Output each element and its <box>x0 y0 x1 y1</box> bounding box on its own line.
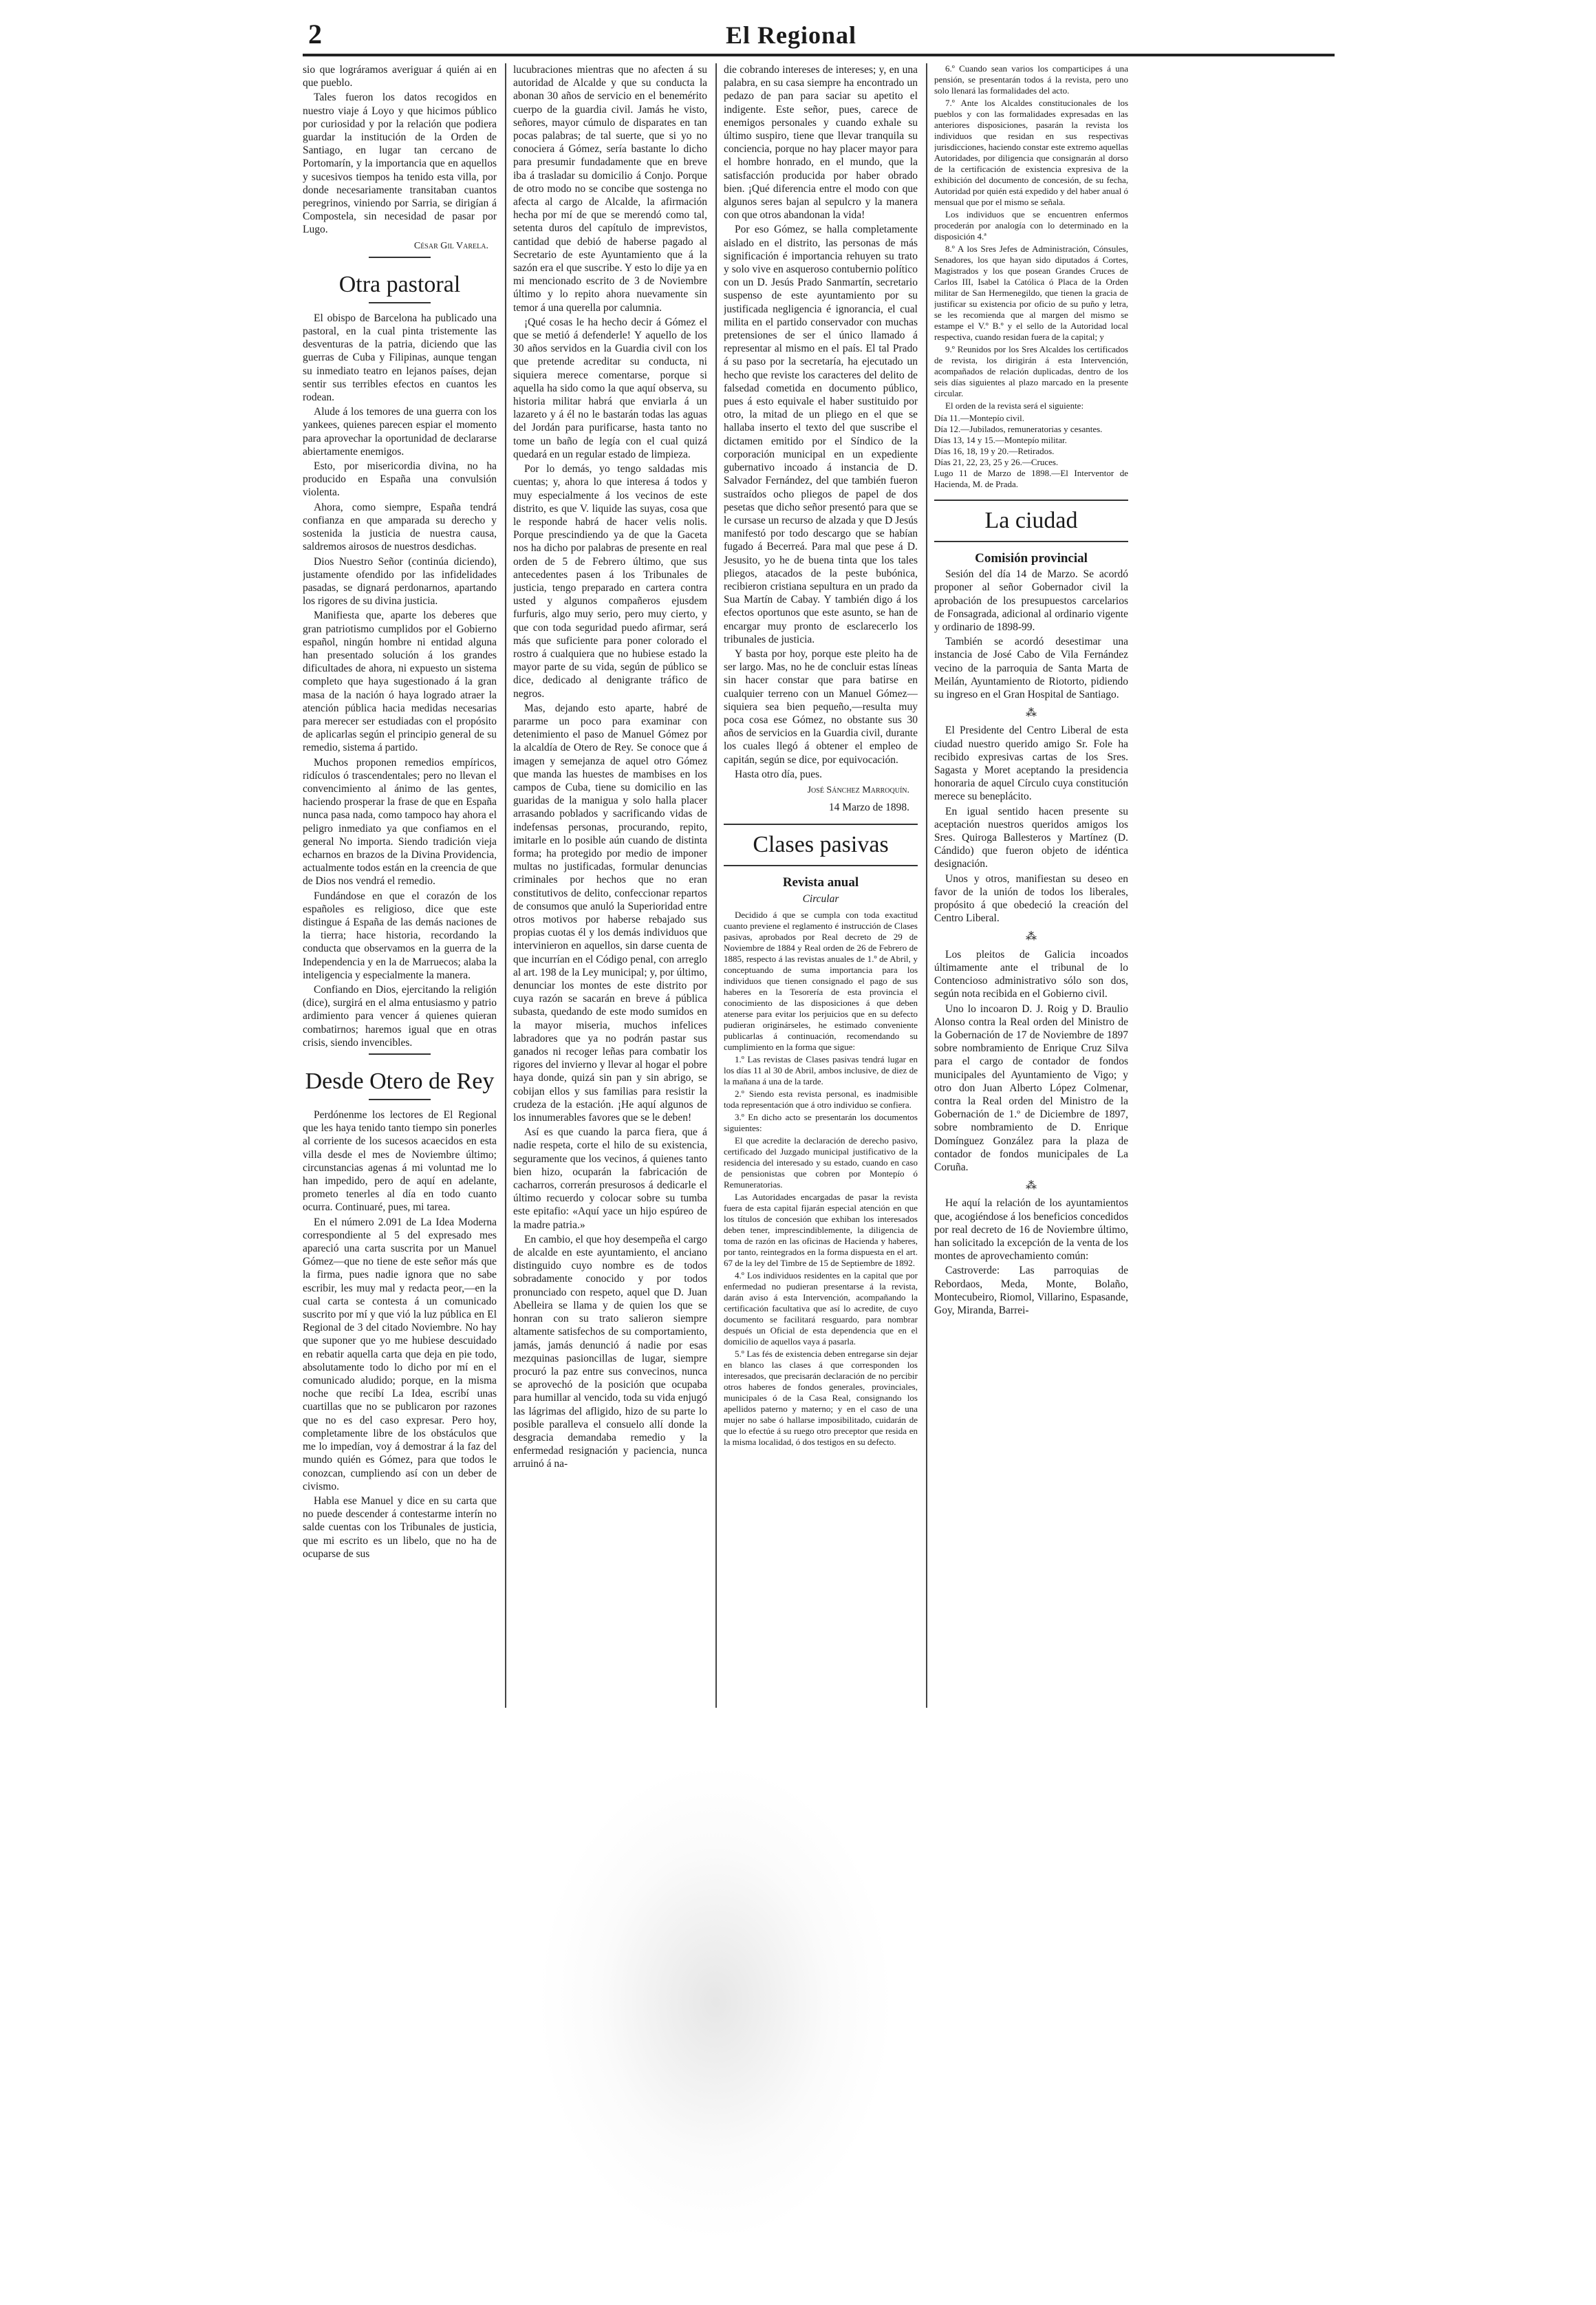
article-text: Uno lo incoaron D. J. Roig y D. Braulio Alonso contra la Real orden del Ministro de la Gobernación de 17 de Noviembre de 1897 sobre nombramiento de Enrique Cruz Silva para el cargo de contador de fondos municipales del Ayuntamiento de Vigo; y otro don Juan Alberto López Colmenar, contra la Real orden del Ministro de la Gobernación de 1.º de Diciembre de 1897, sobre nombramiento de D. Enrique Domínguez González para la plaza de contador de fondos municipales de La Coruña. <box>934 1003 1128 1173</box>
article-text: He aquí la relación de los ayuntamientos que, acogiéndose á los beneficios concedidos por real decreto de 16 de Noviembre último, han solicitado la excepción de la venta de los montes de aprovechamiento común: <box>934 1197 1128 1263</box>
asterism-icon: ⁂ <box>1026 1180 1037 1192</box>
headline: Otra pastoral <box>338 271 461 297</box>
column-2 <box>513 63 707 1715</box>
article-text: ¡Qué cosas le ha hecho decir á Gómez el que se metió á defenderle! Y aquello de los 30 años servidos en la Guardia civil con los que pretende acreditar su conducta, ni siquiera merece comentarse, porque si aquella ha sido como la que aquí observa, su historia militar habrá que enviarla á un lazareto y á él no le bastarán todas las aguas del Jordán para purificarse, hasta tanto no tome un baño de legía con el cual quizá quedará en un regular estado de limpieza. <box>513 316 707 460</box>
article-text: El obispo de Barcelona ha publicado una pastoral, en la cual pinta tristemente las desventuras de la patria, diciendo que las guerras de Cuba y Filipinas, aunque tengan su inmediato teatro en lejanos países, dejan sentir sus terribles efectos en cuantos les rodean. <box>303 312 497 404</box>
article-text: Mas, dejando esto aparte, habré de pararme un poco para examinar con detenimiento el paso de Manuel Gómez por la alcaldía de Otero de Rey. Se conoce que á imagen y semejanza de aquel otro Gómez que manda las huestes de mambises en los campos de Cuba, tiene su domicilio en las guaridas de la manigua y solo halla placer arrasando poblados y sacrificando vidas de indefensas personas, procurando, repito, imitarle en lo posible aún cuando de distinta forma; ha protegido por medio de imponer multas no justificadas, formular denuncias criminales por hechos que no eran constitutivos de delito, confeccionar repartos de consumos que anuló la Superioridad entre otros motivos por haberse rebajado sus propias cuotas él y los demás individuos que intervinieron en aquellos, sin darse cuenta de que incurrían en el Código penal, con arreglo al art. 198 de la Ley municipal; y, por último, denunciar los montes de este distrito por cuya razón se sacarán en breve á pública subasta, quedando de este modo sumidos en la mayor miseria, muchos infelices labradores que ya no podrán pastar sus ganados ni recoger leñas para combatir los rigores del invierno y llevar al hogar el pobre haya donde, quizá sin pan y sin abrigo, se cobijan ellos y sus familias para resistir la crudeza de la estación. ¡He aquí algunos de los innumerables favores que se le deben! <box>513 702 707 1124</box>
article-text: El orden de la revista será el siguiente: <box>945 400 1084 411</box>
list-item: Día 12.—Jubilados, remuneratorias y cesantes. <box>934 424 1103 434</box>
divider <box>369 1099 431 1100</box>
article-text: Alude á los temores de una guerra con los yankees, quienes parecen espiar el momento para aprovechar la oportunidad de declararse abiertamente enemigos. <box>303 406 497 458</box>
signature: José Sánchez Marroquín. <box>807 784 909 795</box>
article-text: 9.º Reunidos por los Sres Alcaldes los certificados de revista, los dirigirán á esta Intervención, acompañados de relación duplicadas, dentro de los seis días siguientes al plazo marcado en la presente circular. <box>934 344 1128 398</box>
section-box <box>724 824 918 866</box>
scan-smudge <box>537 1761 894 2243</box>
asterism-icon: ⁂ <box>1026 931 1037 943</box>
article-text: Los individuos que se encuentren enfermos procederán por analogía con lo determinado en la disposición 4.ª <box>934 209 1128 242</box>
article-text: También se acordó desestimar una instancia de José Cabo de Vila Fernández vecino de la parroquia de Santa Marta de Meilán, Ayuntamiento de Riotorto, pidiendo su ingreso en el Gran Hospital de Santiago. <box>934 636 1128 701</box>
divider <box>369 302 431 303</box>
article-text: 3.º En dicho acto se presentarán los documentos siguientes: <box>724 1111 918 1133</box>
article-text: 5.º Las fés de existencia deben entregarse sin dejar en blanco las clases á que corresponden los interesados, que precisarán declaración de no percibir otros haberes de fondos generales, provinciales, municipales ó de la Casa Real, consignando los apellidos paterno y materno; y en el caso de una mujer no sabe ó hallarse imposibilitado, cuidarán de que lo efectúe á su ruego otro preceptor que resida en la misma localidad, ó dos testigos en su defecto. <box>724 1348 918 1447</box>
headline: Clases pasivas <box>753 832 889 858</box>
article-text: Castroverde: Las parroquias de Rebordaos, Meda, Monte, Bolaño, Montecubeiro, Riomol, Villarino, Espasande, Goy, Miranda, Barrei- <box>934 1265 1128 1316</box>
signature: César Gil Varela. <box>413 240 488 251</box>
article-text: Muchos proponen remedios empíricos, ridículos ó trascendentales; pero no llevan el convencimiento al ánimo de las gentes, haciendo prosperar la frase de que en España nunca pasa nada, como tampoco hay ahora el peligro inmediato ya que confiamos en el general No importa. Siendo tradición vieja echarnos en brazos de la Divina Providencia, actualmente todos están en la creencia de que de Dios nos vendrá el remedio. <box>303 756 497 888</box>
article-text: die cobrando intereses de intereses; y, en una palabra, en su casa siempre ha encontrado un pedazo de pan para saciar su apetito el indigente. Este señor, pues, carece de enemigos personales y cuando exhale su último suspiro, tiene que llevar tranquila su conciencia, porque no hay placer mayor para el hombre honrado, en el mundo, que la satisfacción producida por haber obrado bien. ¡Qué diferencia entre el modo con que algunos seres bajan al sepulcro y la manera con que otros abandonan la vida! <box>724 64 918 222</box>
page-number: 2 <box>308 19 322 50</box>
article-text: 7.º Ante los Alcaldes constitucionales de los pueblos y con las formalidades expresadas en las anteriores disposiciones, pasarán la revista los individuos que residan en sus respectivas jurisdicciones, haciendo constar este extremo aquellas Autoridades, por diligencia que consignarán al dorso de la certificación de existencia expresiva de la exhibición del documento de concesión, de su fecha, Autoridad por quién está expedido y del haber anual ó mensual que por el mismo se señala. <box>934 98 1128 207</box>
article-text: En cambio, el que hoy desempeña el cargo de alcalde en este ayuntamiento, el anciano distinguido cuyo nombre es de todos sobradamente conocido y por todos pronunciado con respeto, aquel que D. Juan Abelleira se llama y de quien los que se honran con su trato salieron siempre altamente satisfechos de su comportamiento, jamás, jamás denunció á nadie por esas mezquinas pasioncillas de lugar, siempre procuró la paz entre sus convecinos, nunca se aprovechó de la posición que ocupaba para humillar al vencido, toda su vida enjugó las lágrimas del afligido, hizo de su parte lo posible paralleva el consuelo allí donde la desgracia demandaba remedio y la enfermedad resignación y paciencia, nunca arruinó á na- <box>513 1233 707 1470</box>
column-1 <box>303 63 497 1715</box>
article-text: Tales fueron los datos recogidos en nuestro viaje á Loyo y que hicimos público por curiosidad y por la relación que podiera guardar la institución de la Orden de Santiago, en lugar tan cercano de Portomarín, y la importancia que en aquellos y sucesivos tiempos ha tenido esta villa, por donde necesariamente transitaban cuantos peregrinos, viniendo por Sarria, se dirigían á Compostela, sin necesidad de pasar por Lugo. <box>303 92 497 236</box>
article-text: Por eso Gómez, se halla completamente aislado en el distrito, las personas de más significación é importancia rehuyen su trato y solo vive en asqueroso contubernio político con un D. Jesús Prado Sanmartín, secretario suspenso de este ayuntamiento por su justificada negligencia é ignorancia, el cual milita en el partido conservador con muchas pretensiones de ser el único llamado á representar al mismo en el país. El tal Prado á su paso por la secretaría, ha ejecutado un hecho que reviste los caracteres del delito de falsedad cometida en documento público, pues á esto equivale el haber sustituido por otro, la mitad de un pliego en el que se hallaba inserto el texto del que suscribe el dictamen emitido por el Síndico de la corporación municipal en un expediente gubernativo incoado á instancia de D. Salvador Fernández, del que también fueron sustraídos ocho pliegos de papel de dos pesetas que dicho señor presentó para que se le cursase un recurso de alzada y que D Jesús manifestó por todo descargo que se habían fugado á Becerreá. Para mal que pese á D. Jesusito, yo he de buena tinta que los tales pliegos, atacados de la peste bubónica, recibieron cristiana sepultura en un prado da Sua Martín de Cabay. Y también digo á los efectos oportunos que este asunto, se han de encargar muy pronto de esclarecerlo los tribunales de justicia. <box>724 224 918 645</box>
subheadline-italic: Circular <box>802 892 839 905</box>
dateline: 14 Marzo de 1898. <box>828 802 909 814</box>
article-text: Esto, por misericordia divina, no ha producido en España una convulsión violenta. <box>303 460 497 499</box>
article-text: Confiando en Dios, ejercitando la religión (dice), surgirá en el alma entusiasmo y patrio ardimiento para vencer á quienes quieran combatirnos; haremos igual que en otras crisis, siendo invencibles. <box>303 984 497 1049</box>
headline: La ciudad <box>984 508 1078 533</box>
article-text: El que acredite la declaración de derecho pasivo, certificado del Juzgado municipal justificativo de la residencia del interesado y su estado, cuando en caso de pensionistas que cobren por Montepío ó Remuneratorias. <box>724 1135 918 1190</box>
article-text: Y basta por hoy, porque este pleito ha de ser largo. Mas, no he de concluir estas líneas sin hacer constar que para batirse en cualquier terreno con un Manuel Gómez—siquiera sea bien pequeño,—resulta muy poca cosa ese Gómez, no obstante sus 30 años de servicios en la Guardia civil, durante los cuales llegó á obtener el empleo de capitán, según se dice, por equivocación. <box>724 647 918 766</box>
section-box <box>934 500 1128 542</box>
article-text: sio que lográramos averiguar á quién ai en que pueblo. <box>303 64 497 89</box>
divider <box>369 1053 431 1055</box>
list-item: Días 16, 18, 19 y 20.—Retirados. <box>934 446 1055 456</box>
list-item: Lugo 11 de Marzo de 1898.—El Interventor de Hacienda, M. de Prada. <box>934 468 1128 489</box>
article-text: 6.º Cuando sean varios los comparticipes á una pensión, se presentarán todos á la revista, pero uno solo llenará las formalidades del acto. <box>934 63 1128 96</box>
article-text: Decidido á que se cumpla con toda exactitud cuanto previene el reglamento é instrucción de Clases pasivas, aprobados por Real decreto de 29 de Noviembre de 1884 y Real orden de 26 de Febrero de 1885, respecto á las revistas anuales de 1.º de Abril, y conceptuando de suma importancia para los individuos que tienen consignado el pago de sus haberes en la Tesorería de esta provincia el conocimiento de las disposiciones á que deben atenerse para evitar los perjuicios que en su defecto pudieran originárseles, he estimado conveniente publicarlas á continuación, recomendando su cumplimiento en la forma que sigue: <box>724 909 918 1052</box>
column-3 <box>724 63 918 1715</box>
article-text: Ahora, como siempre, España tendrá confianza en que amparada su derecho y sostenida la justicia de nuestra causa, saldremos airosos de nuestros desdichas. <box>303 501 497 553</box>
column-rule <box>505 63 506 1708</box>
divider <box>369 257 431 258</box>
article-text: Perdónenme los lectores de El Regional que les haya tenido tanto tiempo sin ponerles al corriente de los sucesos acaecidos en esta villa desde el mes de Noviembre último; circunstancias agenas á mi voluntad me lo han impedido, pero de aquí en adelante, prometo tenerles al día en todo cuanto ocurra. Continuaré, pues, mi tarea. <box>303 1109 497 1214</box>
list-item: Días 21, 22, 23, 25 y 26.—Cruces. <box>934 457 1059 467</box>
article-text: Hasta otro día, pues. <box>735 768 822 780</box>
header-rule <box>303 54 1335 56</box>
asterism-icon: ⁂ <box>1026 707 1037 720</box>
article-text: 2.º Siendo esta revista personal, es inadmisible toda representación que á otro individuo se confiera. <box>724 1088 918 1110</box>
column-rule <box>926 63 927 1708</box>
schedule-list <box>934 413 1128 490</box>
subheadline: Comisión provincial <box>975 551 1088 566</box>
article-text: Dios Nuestro Señor (continúa diciendo), justamente ofendido por las infidelidades pasadas, se dignará perdonarnos, apartando los rigores de su divina justicia. <box>303 555 497 608</box>
headline: Desde Otero de Rey <box>305 1069 495 1095</box>
list-item: Día 11.—Montepío civil. <box>934 413 1024 423</box>
page-header <box>303 14 1335 52</box>
article-text: Habla ese Manuel y dice en su carta que no puede descender á contestarme interín no salde cuentas con los Tribunales de justicia, que mi escrito es un libelo, que no ha de ocuparse de sus <box>303 1494 497 1560</box>
article-text: En el número 2.091 de La Idea Moderna correspondiente al 5 del expresado mes apareció una carta suscrita por un Manuel Gómez—que no tiene de este señor más que la firma, pues nadie ignora que no sabe escribir, les muy mal y redacta peor,—en la cual carta se contesta á un comunicado suscrito por mí y que vió la luz pública en El Regional de 3 del citado Noviembre. No hay que suponer que yo me hubiese descuidado en rebatir aquella carta que deja en pie todo, absolutamente todo lo dicho por mí en el comunicado aludido; porque, en la misma noche que recibí La Idea, escribí unas cuartillas que no se publicaron por razones que no es del caso expresar. Pero hoy, completamente libre de los obstáculos que me lo impedían, voy á demostrar á la faz del mundo quién es Gómez, para que todos le conozcan, cumpliendo así con un deber de civismo. <box>303 1216 497 1492</box>
masthead: El Regional <box>725 21 856 49</box>
article-text: Manifiesta que, aparte los deberes que gran patriotismo cumplidos por el Gobierno español, ningún hombre ni entidad alguna han presentado solución á los grandes dificultades de ahora, ni expuesto un sistema completo que haya sugestionado á la gran masa de la nación ó haya logrado atraer la atención pública hacia medidas necesarias para merecer ser estudiadas con el propósito de aplicarlas según el principio general de su remedio, sistema á partido. <box>303 610 497 754</box>
article-text: El Presidente del Centro Liberal de esta ciudad nuestro querido amigo Sr. Fole ha recibido expresivas cartas de los Sres. Sagasta y Moret aceptando la presidencia honoraria de aquel Círculo cuya constitución merece su beneplácito. <box>934 725 1128 803</box>
article-text: 4.º Los individuos residentes en la capital que por enfermedad no pudieran presentarse á la revista, darán aviso á esta Intervención, acompañando la certificación facultativa que así lo acredite, de cuyo documento se facilitará resguardo, para nombrar después un Oficial de esta dependencia que en el domicilio de aquellos vaya á pasarla. <box>724 1269 918 1347</box>
article-text: 1.º Las revistas de Clases pasivas tendrá lugar en los días 11 al 30 de Abril, ambos inclusive, de diez de la mañana á una de la tarde. <box>724 1053 918 1086</box>
article-text: Las Autoridades encargadas de pasar la revista fuera de esta capital fijarán especial atención en que los títulos de concesión que exhiban los interesados deben tener, imprescindiblemente, la diligencia de toma de razón en las oficinas de Hacienda y haberes, por tanto, reintegrados en la forma dispuesta en el art. 67 de la ley del Timbre de 15 de Septiembre de 1892. <box>724 1191 918 1268</box>
article-text: Unos y otros, manifiestan su deseo en favor de la unión de todos los liberales, propósito á que obedeció la creación del Centro Liberal. <box>934 872 1128 925</box>
column-rule <box>715 63 717 1708</box>
article-text: Así es que cuando la parca fiera, que á nadie respeta, corte el hilo de su existencia, seguramente que los vecinos, á quienes tanto bien hizo, ocuparán la fabricación de cacharros, correrán presurosos á dedicarle el último recuerdo y colocar sobre su tumba este epitafio: «Aquí yace un hijo espúreo de la madre patria.» <box>513 1126 707 1231</box>
article-text: Los pleitos de Galicia incoados últimamente ante el tribunal de lo Contencioso administrativo sólo son dos, según nota recibida en el Gobierno civil. <box>934 948 1128 1000</box>
article-text: Sesión del día 14 de Marzo. Se acordó proponer al señor Gobernador civil la aprobación de los presupuestos carcelarios de Fonsagrada, adicional al ordinario vigente y ordinario de 1898-99. <box>934 568 1128 634</box>
article-text: En igual sentido hacen presente su aceptación nuestros queridos amigos los Sres. Quiroga Ballesteros y Martínez (D. Cándido) que fueron objeto de idéntica designación. <box>934 805 1128 870</box>
article-text: Fundándose en que el corazón de los españoles es religioso, dice que este distingue á España de las demás naciones de la tierra; hace historia, recordando la conducta que observamos en la guerra de la Independencia y en la de Marruecos; alaba la inteligencia y especialmente la manera. <box>303 890 497 981</box>
subheadline: Revista anual <box>782 875 859 890</box>
column-4 <box>934 63 1128 1715</box>
article-text: Por lo demás, yo tengo saldadas mis cuentas; y, ahora lo que interesa á todos y muy especialmente á los vecinos de este distrito, es que V. liquide las suyas, cosa que le responde habrá de hacer velis nolis. Porque prescindiendo ya de que la Gaceta nos ha dicho por palabras de presente en real orden de 5 de Febrero último, que sus antecedentes pasen á los Tribunales de justicia, tengo preparado en cartera contra usted y algunos compañeros ejusdem furfuris, algo muy serio, pero muy cierto, y que con toda seguridad puedo afirmar, será más que suficiente para poner colorado el rostro á cualquiera que no hubiese estado la mayor parte de su vida, según de público se dice, dedicado al denigrante tráfico de negros. <box>513 463 707 700</box>
newspaper-page <box>303 14 1335 1720</box>
article-text: lucubraciones mientras que no afecten á su autoridad de Alcalde y que su conducta la abonan 30 años de servicio en el benemérito cuerpo de la guardia civil. Jamás he visto, señores, mayor cúmulo de disparates en tan pocas palabras; de tal suerte, que si yo no conociera á Gómez, sería bastante lo dicho para presumir fundadamente que en breve iba á trasladar su domicilio á Conjo. Porque de otro modo no se concibe que sostenga no afecta al cargo de Alcalde, la afirmación hecha por mí de que se merendó como tal, setenta duros del capítulo de imprevistos, cantidad que debió de haberse pagado al Secretario de este Ayuntamiento que á la sazón era el que suscribe. Y esto lo dije ya en mi mencionado escrito de 3 de Noviembre último y lo repito ahora nuevamente sin temor á una querella por calumnia. <box>513 64 707 314</box>
list-item: Días 13, 14 y 15.—Montepío militar. <box>934 435 1067 445</box>
article-text: 8.º A los Sres Jefes de Administración, Cónsules, Senadores, los que hayan sido diputados á Cortes, Magistrados y los que posean Grandes Cruces de Carlos III, Isabel la Católica ó Placa de la Orden militar de San Hermenegildo, que tienen la gracia de justificar su existencia por oficio de su puño y letra, se les recomienda que al margen del mismo se estampe el V.º B.º y el sello de la Autoridad local respectiva, cuando residan fuera de la capital; y <box>934 244 1128 342</box>
